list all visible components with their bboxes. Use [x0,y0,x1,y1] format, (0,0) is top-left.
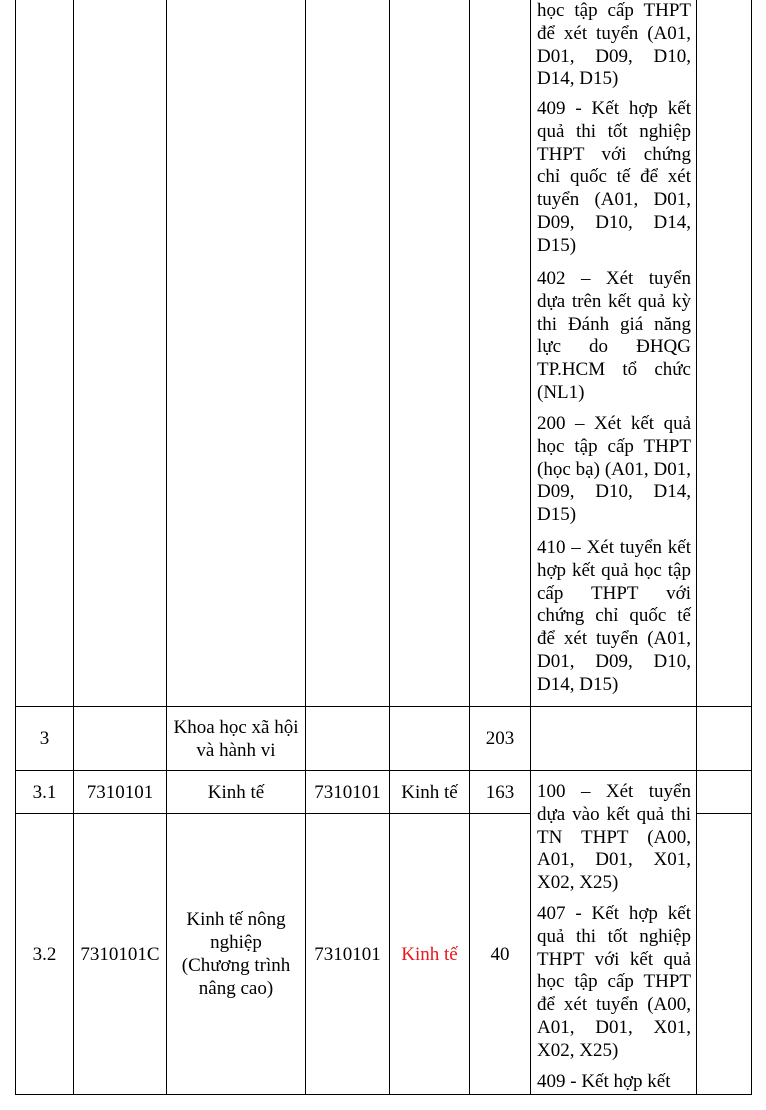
col-divider-6 [530,0,531,1094]
row32-code2: 7310101 [314,943,381,965]
row3-code [74,707,166,770]
table-bottom [15,1094,752,1095]
row3-group [390,707,469,770]
row32-code: 7310101C [80,943,160,965]
row32-quota: 40 [490,943,510,965]
row32-stt: 3.2 [32,943,57,965]
method-item: 409 - Kết hợp kết quả thi tốt nghiệp THPT với chứng chỉ quốc tế để xét tuyển (A01, D01, D09, D10, D14, D15) [537,98,691,256]
row3-quota: 203 [485,728,515,749]
method-item: 409 - Kết hợp kết [537,1071,671,1092]
row3-stt: 3 [39,728,50,749]
row31-quota: 163 [485,781,515,803]
row31-code2: 7310101 [314,781,381,803]
table-border-right [751,0,752,1094]
row31-name: Kinh tế [207,781,265,803]
row32-name: Kinh tế nông nghiệp (Chương trình nâng cao) [181,909,291,999]
method-item: học tập cấp THPT để xét tuyển (A01, D01, D09, D10, D14, D15) [537,0,691,90]
row32-group: Kinh tế [401,943,458,965]
row-line-c-right [696,813,752,814]
row3-name: Khoa học xã hội và hành vi [173,716,299,761]
method-item: 100 – Xét tuyển dựa vào kết quả thi TN THPT (A00, A01, D01, X01, X02, X25) [537,781,691,894]
method-item: 402 – Xét tuyển dựa trên kết quả kỳ thi Đánh giá năng lực do ĐHQG TP.HCM tổ chức (NL1) [537,268,691,403]
method-item: 410 – Xét tuyển kết hợp kết quả học tập cấp THPT với chứng chỉ quốc tế để xét tuyển (A01, D01, D09, D10, D14, D15) [537,537,691,695]
method-item: 407 - Kết hợp kết quả thi tốt nghiệp THPT với kết quả học tập cấp THPT để xét tuyển (A00, A01, D01, X01, X02, X25) [537,903,691,1061]
row31-stt: 3.1 [32,781,57,803]
row31-group: Kinh tế [401,781,458,803]
col-divider-7 [696,0,697,1094]
method-item: 200 – Xét kết quả học tập cấp THPT (học bạ) (A01, D01, D09, D10, D14, D15) [537,413,691,526]
row31-code: 7310101 [86,781,154,803]
row3-code2 [306,707,389,770]
